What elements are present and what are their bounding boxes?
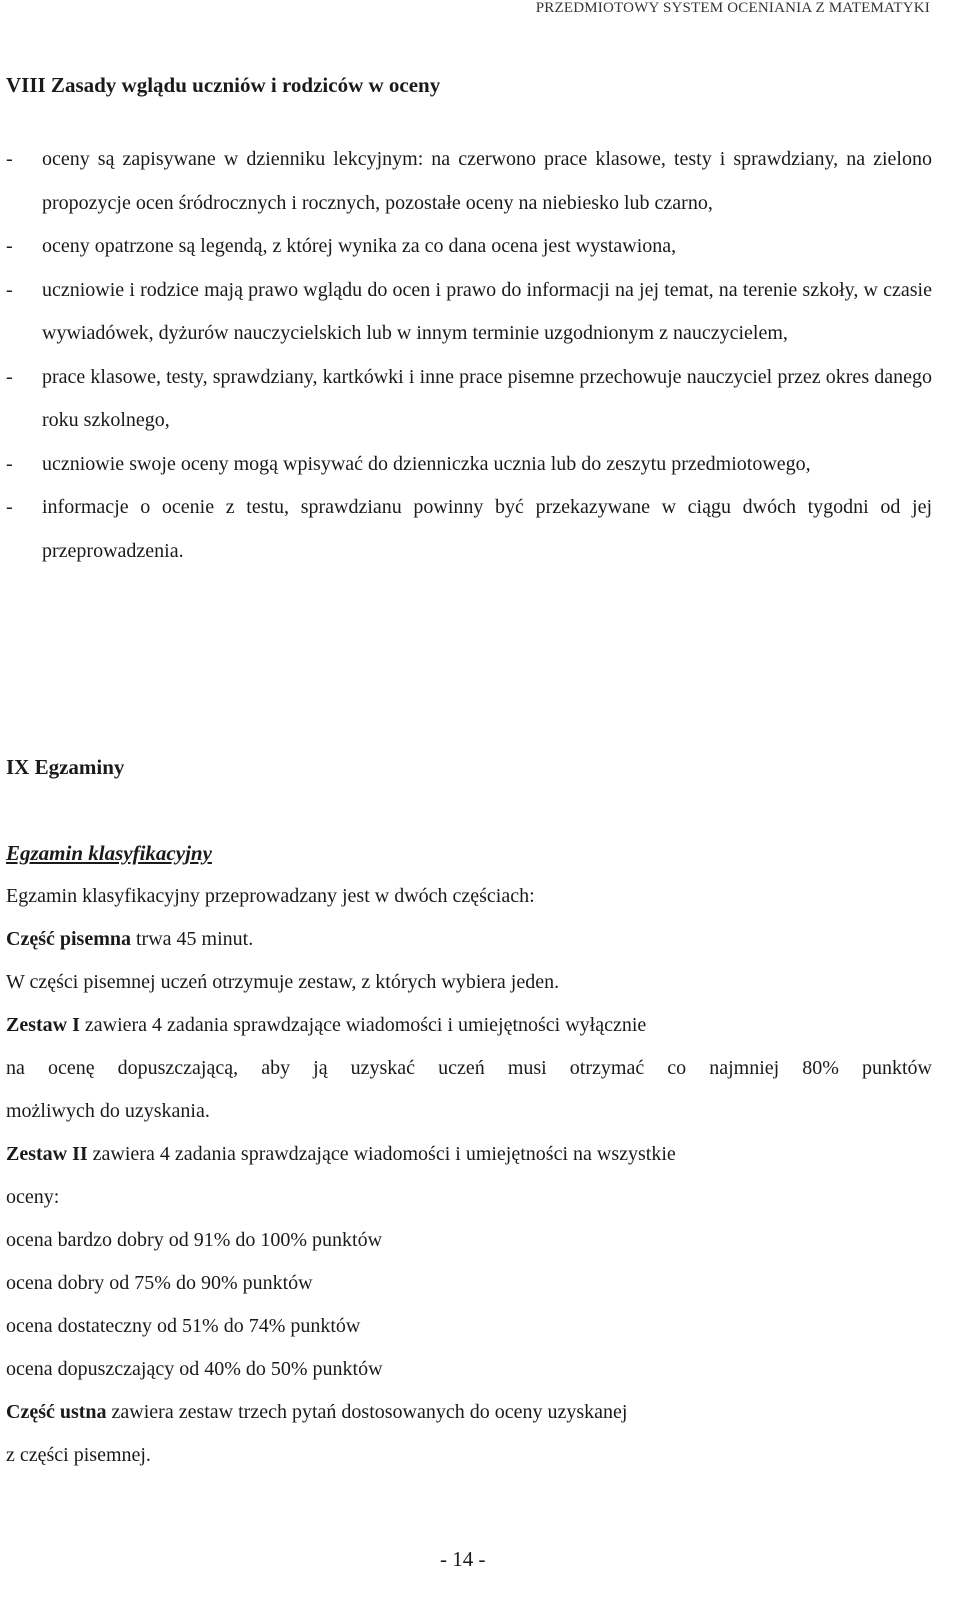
set1-text: zawiera 4 zadania sprawdzające wiadomości i umiejętności wyłącznie — [79, 1014, 647, 1036]
list-item-text: uczniowie swoje oceny mogą wpisywać do dzienniczka ucznia lub do zeszytu przedmiotowego, — [42, 452, 811, 475]
set2-line-2: oceny: — [6, 1186, 60, 1208]
page-header: PRZEDMIOTOWY SYSTEM OCENIANIA Z MATEMATYKI — [535, 0, 930, 16]
oral-part-line-1 — [6, 1399, 627, 1425]
written-part-line — [6, 926, 253, 952]
list-dash: - — [6, 452, 13, 475]
list-dash: - — [6, 496, 13, 518]
list-item-text: oceny opatrzone są legendą, z której wynika za co dana ocena jest wystawiona, — [42, 235, 677, 257]
list-item — [6, 443, 932, 487]
written-part-label: Część pisemna — [6, 928, 131, 950]
set1-line-3: możliwych do uzyskania. — [6, 1100, 210, 1122]
list-dash: - — [6, 148, 13, 170]
grade-line: ocena bardzo dobry od 91% do 100% punktów — [6, 1229, 383, 1251]
list-item — [6, 486, 932, 573]
exam-intro: Egzamin klasyfikacyjny przeprowadzany jest w dwóch częściach: — [6, 885, 535, 907]
section-title-ix: IX Egzaminy — [6, 755, 125, 779]
list-item — [6, 225, 932, 269]
list-dash: - — [6, 235, 13, 257]
list-dash: - — [6, 365, 13, 388]
list-item-text: oceny są zapisywane w dzienniku lekcyjnym: na czerwono prace klasowe, testy i sprawdziany, na zielono propozycje ocen śródrocznych i rocznych, pozostałe oceny na niebiesko lub czarno, — [42, 148, 932, 214]
set2-label: Zestaw II — [6, 1143, 88, 1165]
oral-part-label: Część ustna — [6, 1401, 107, 1423]
grade-line: ocena dobry od 75% do 90% punktów — [6, 1272, 313, 1294]
written-part-description: W części pisemnej uczeń otrzymuje zestaw, z których wybiera jeden. — [6, 971, 560, 993]
section-title-viii: VIII Zasady wglądu uczniów i rodziców w oceny — [6, 73, 441, 97]
set1-line-1 — [6, 1012, 646, 1038]
set2-text: zawiera 4 zadania sprawdzające wiadomości i umiejętności na wszystkie — [87, 1143, 676, 1165]
rules-list — [6, 138, 932, 573]
set1-line-2: na ocenę dopuszczającą, aby ją uzyskać uczeń musi otrzymać co najmniej 80% punktów — [6, 1057, 932, 1079]
oral-part-line-2: z części pisemnej. — [6, 1444, 151, 1466]
written-part-duration: trwa 45 minut. — [130, 928, 254, 950]
list-item-text: informacje o ocenie z testu, sprawdzianu powinny być przekazywane w ciągu dwóch tygodni od jej przeprowadzenia. — [42, 496, 932, 562]
list-item-text: uczniowie i rodzice mają prawo wglądu do ocen i prawo do informacji na jej temat, na terenie szkoły, w czasie wywiadówek, dyżurów nauczycielskich lub w innym terminie uzgodnionym z nauczycielem, — [42, 278, 932, 344]
set1-label: Zestaw I — [6, 1014, 80, 1036]
list-dash: - — [6, 278, 13, 301]
oral-part-text: zawiera zestaw trzech pytań dostosowanych do oceny uzyskanej — [106, 1401, 628, 1423]
list-item — [6, 356, 932, 443]
grade-line: ocena dopuszczający od 40% do 50% punktów — [6, 1358, 383, 1380]
grade-line: ocena dostateczny od 51% do 74% punktów — [6, 1315, 361, 1337]
page-number: - 14 - — [440, 1547, 486, 1571]
subsection-title: Egzamin klasyfikacyjny — [6, 841, 212, 865]
list-item — [6, 269, 932, 356]
list-item — [6, 138, 932, 225]
list-item-text: prace klasowe, testy, sprawdziany, kartkówki i inne prace pisemne przechowuje nauczyciel przez okres danego roku szkolnego, — [42, 365, 932, 431]
set2-line-1 — [6, 1141, 676, 1167]
